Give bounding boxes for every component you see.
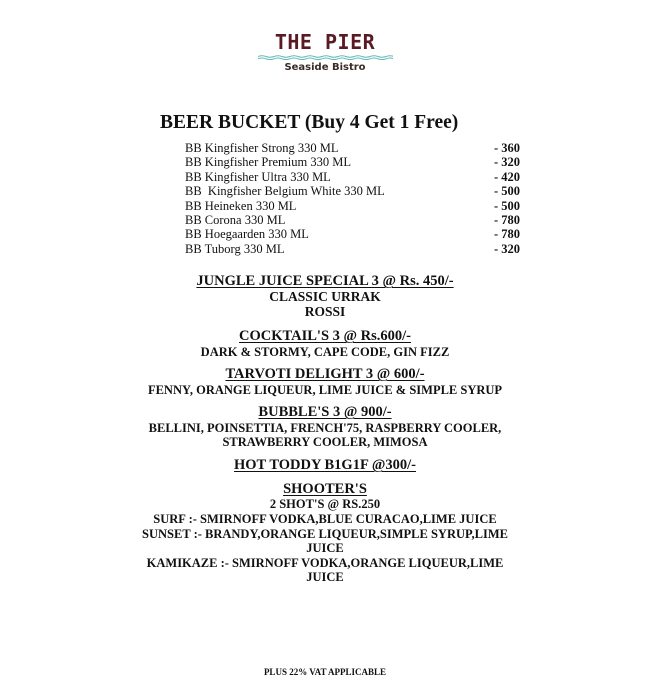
- menu-line: KAMIKAZE :- SMIRNOFF VODKA,ORANGE LIQUEUR,LIME: [146, 556, 504, 570]
- item-price: - 780: [493, 212, 520, 227]
- item-price: - 500: [493, 184, 520, 199]
- menu-item: [185, 184, 525, 198]
- menu-item: [185, 213, 525, 227]
- vat-note: PLUS 22% VAT APPLICABLE: [263, 667, 387, 677]
- menu-item: [185, 199, 525, 213]
- item-price: - 420: [493, 169, 520, 184]
- menu-line: DARK & STORMY, CAPE CODE, GIN FIZZ: [200, 345, 450, 359]
- menu-item: [185, 170, 525, 184]
- item-name: BB Kingfisher Ultra 330 ML: [185, 169, 331, 184]
- menu-line: FENNY, ORANGE LIQUEUR, LIME JUICE & SIMPLE SYRUP: [147, 383, 503, 397]
- item-name: BB Kingfisher Strong 330 ML: [185, 141, 339, 155]
- item-name: BB Heineken 330 ML: [185, 198, 297, 213]
- item-price: - 320: [493, 155, 520, 170]
- wave-logo-icon: [258, 55, 393, 60]
- tarvoti-heading: TARVOTI DELIGHT 3 @ 600/-: [225, 366, 425, 382]
- menu-item: [185, 155, 525, 169]
- item-price: - 500: [493, 198, 520, 213]
- menu-line: BELLINI, POINSETTIA, FRENCH'75, RASPBERRY COOLER,: [148, 421, 502, 435]
- beer-bucket-title: BEER BUCKET (Buy 4 Get 1 Free): [160, 112, 459, 133]
- item-name: BB Tuborg 330 ML: [185, 241, 285, 256]
- menu-line: SUNSET :- BRANDY,ORANGE LIQUEUR,SIMPLE SYRUP,LIME: [142, 527, 508, 541]
- logo-subtitle: Seaside Bistro: [284, 62, 366, 73]
- menu-line: 2 SHOT'S @ RS.250: [269, 497, 381, 511]
- item-price: - 780: [493, 227, 520, 242]
- menu-item: [185, 227, 525, 241]
- beer-bucket-list: [185, 141, 525, 256]
- bubbles-heading: BUBBLE'S 3 @ 900/-: [258, 404, 392, 420]
- menu-item: [185, 141, 525, 155]
- item-name: BB Hoegaarden 330 ML: [185, 227, 309, 242]
- menu-line: STRAWBERRY COOLER, MIMOSA: [222, 435, 428, 449]
- item-name: BB Kingfisher Premium 330 ML: [185, 155, 351, 170]
- shooters-heading: SHOOTER'S: [283, 481, 367, 497]
- item-price: - 360: [493, 141, 520, 155]
- menu-line: CLASSIC URRAK: [269, 289, 381, 304]
- item-price: - 320: [493, 241, 520, 256]
- item-name: BB Corona 330 ML: [185, 212, 286, 227]
- menu-line: JUICE: [306, 570, 344, 584]
- jungle-juice-heading: JUNGLE JUICE SPECIAL 3 @ Rs. 450/-: [196, 273, 454, 289]
- hot-toddy-heading: HOT TODDY B1G1F @300/-: [233, 457, 416, 473]
- item-name: BB Kingfisher Belgium White 330 ML: [185, 184, 385, 199]
- menu-line: JUICE: [306, 541, 344, 555]
- menu-line: ROSSI: [304, 304, 346, 319]
- menu-item: [185, 242, 525, 256]
- logo-title: THE PIER: [274, 30, 376, 54]
- menu-line: SURF :- SMIRNOFF VODKA,BLUE CURACAO,LIME JUICE: [153, 512, 497, 526]
- cocktails-heading: COCKTAIL'S 3 @ Rs.600/-: [239, 328, 411, 344]
